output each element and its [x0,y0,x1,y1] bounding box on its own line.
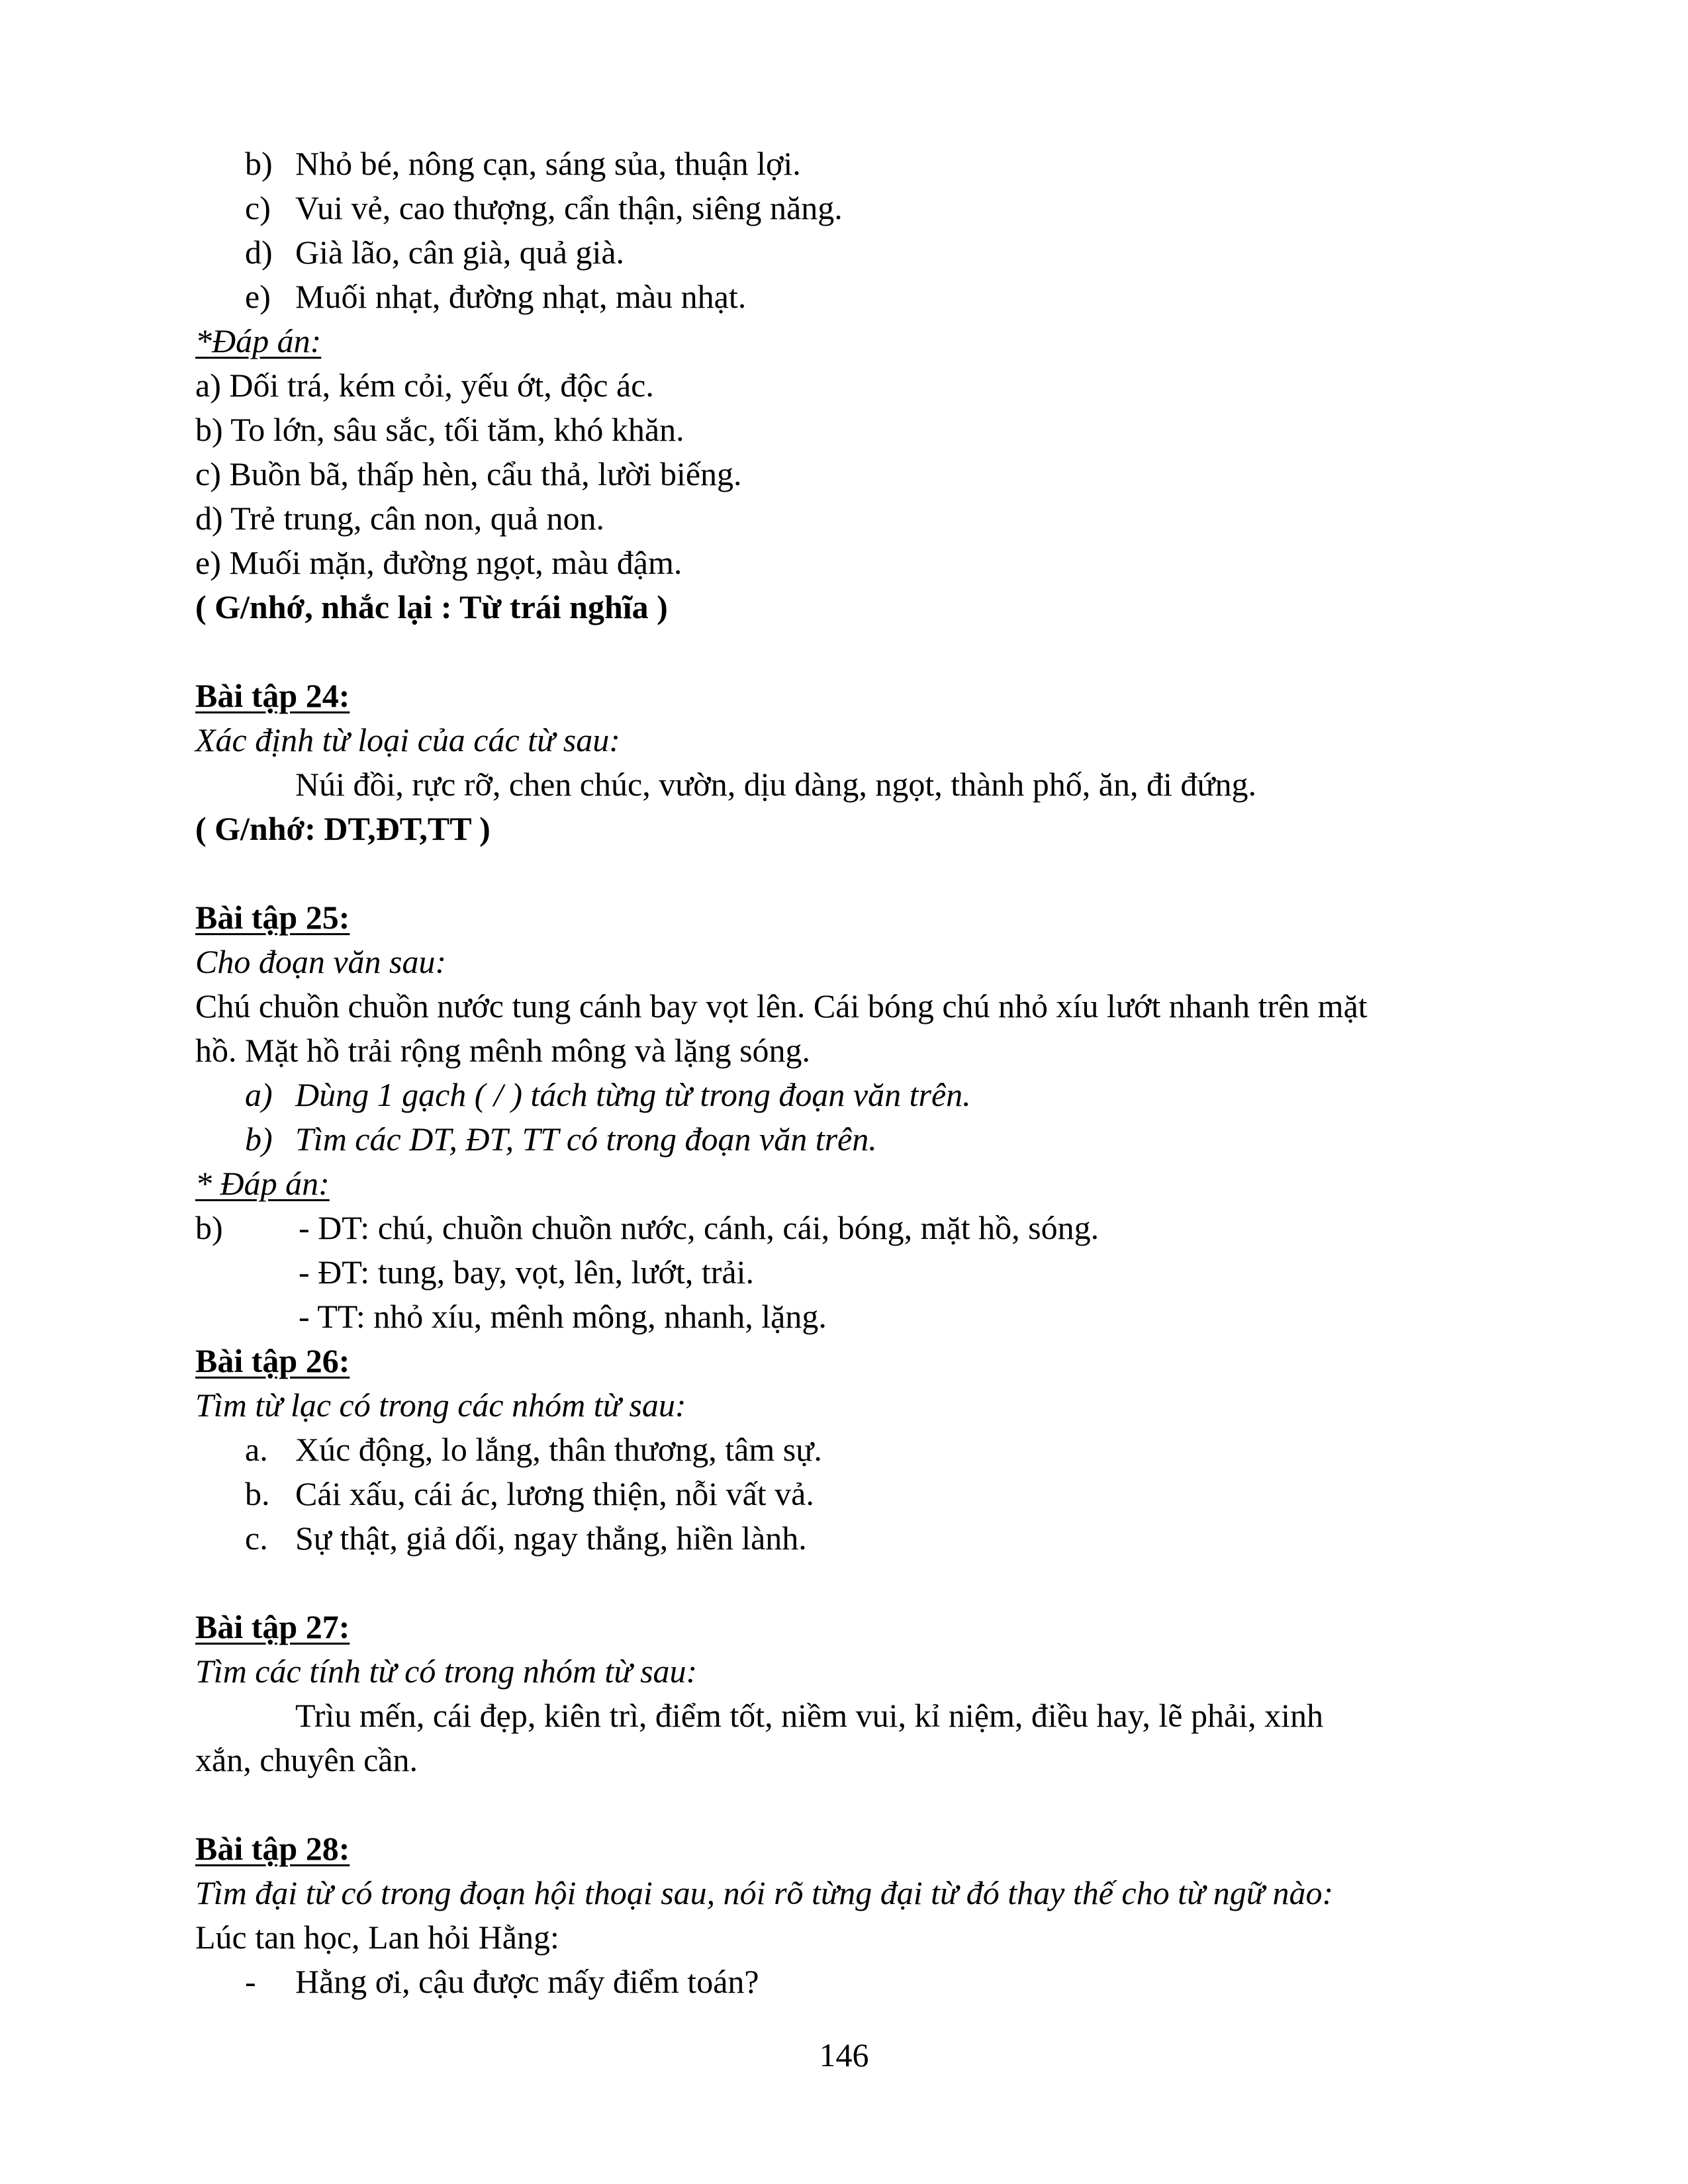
exercise-title: Bài tập 27: [195,1608,350,1645]
answer-heading: *Đáp án: [195,322,322,359]
exercise-title: Bài tập 28: [195,1830,350,1867]
task-item: b) Tìm các DT, ĐT, TT có trong đoạn văn trên. [245,1120,877,1158]
option-item: e) Muối nhạt, đường nhạt, màu nhạt. [245,278,747,315]
exercise-title: Bài tập 24: [195,677,350,714]
list-item: a. Xúc động, lo lắng, thân thương, tâm sự. [245,1431,822,1468]
exercise-prompt: Tìm từ lạc có trong các nhóm từ sau: [195,1387,686,1424]
answer-line: b) To lớn, sâu sắc, tối tăm, khó khăn. [195,411,684,448]
exercise-content: Trìu mến, cái đẹp, kiên trì, điểm tốt, niềm vui, kỉ niệm, điều hay, lẽ phải, xinh [295,1697,1323,1734]
list-item: c. Sự thật, giả dối, ngay thẳng, hiền lành. [245,1520,807,1557]
exercise-prompt: Cho đoạn văn sau: [195,943,447,980]
exercise-intro: Lúc tan học, Lan hỏi Hằng: [195,1919,559,1956]
answer-line: a) Dối trá, kém cỏi, yếu ớt, độc ác. [195,367,654,404]
task-item: a) Dùng 1 gạch ( / ) tách từng từ trong đoạn văn trên. [245,1076,971,1113]
answer-line: c) Buồn bã, thấp hèn, cẩu thả, lười biếng. [195,455,742,492]
teacher-note: ( G/nhớ: DT,ĐT,TT ) [195,810,491,847]
exercise-title: Bài tập 26: [195,1342,350,1379]
answer-line: e) Muối mặn, đường ngọt, màu đậm. [195,544,682,581]
option-item: d) Già lão, cân già, quả già. [245,234,625,271]
list-item: b. Cái xấu, cái ác, lương thiện, nỗi vất vả. [245,1475,814,1512]
answer-heading: * Đáp án: [195,1165,330,1202]
exercise-prompt: Xác định từ loại của các từ sau: [195,721,620,758]
answer-line: - TT: nhỏ xíu, mênh mông, nhanh, lặng. [299,1298,827,1335]
exercise-prompt: Tìm đại từ có trong đoạn hội thoại sau, nói rõ từng đại từ đó thay thế cho từ ngữ nào: [195,1874,1334,1911]
exercise-content: Núi đồi, rực rỡ, chen chúc, vườn, dịu dàng, ngọt, thành phố, ăn, đi đứng. [295,766,1256,803]
exercise-content: xắn, chuyên cần. [195,1741,418,1778]
dialogue-line: - Hằng ơi, cậu được mấy điểm toán? [245,1963,759,2000]
answer-line: b) - DT: chú, chuồn chuồn nước, cánh, cái, bóng, mặt hồ, sóng. [195,1209,1100,1246]
paragraph-line: hồ. Mặt hồ trải rộng mênh mông và lặng sóng. [195,1032,811,1069]
teacher-note: ( G/nhớ, nhắc lại : Từ trái nghĩa ) [195,588,668,625]
page-number: 146 [819,2036,869,2073]
answer-line: d) Trẻ trung, cân non, quả non. [195,500,604,537]
exercise-prompt: Tìm các tính từ có trong nhóm từ sau: [195,1653,698,1690]
option-item: b) Nhỏ bé, nông cạn, sáng sủa, thuận lợi. [245,145,801,182]
answer-line: - ĐT: tung, bay, vọt, lên, lướt, trải. [299,1253,754,1291]
paragraph-line: Chú chuồn chuồn nước tung cánh bay vọt lên. Cái bóng chú nhỏ xíu lướt nhanh trên mặt [195,987,1368,1024]
option-item: c) Vui vẻ, cao thượng, cẩn thận, siêng năng. [245,189,843,226]
exercise-title: Bài tập 25: [195,899,350,936]
